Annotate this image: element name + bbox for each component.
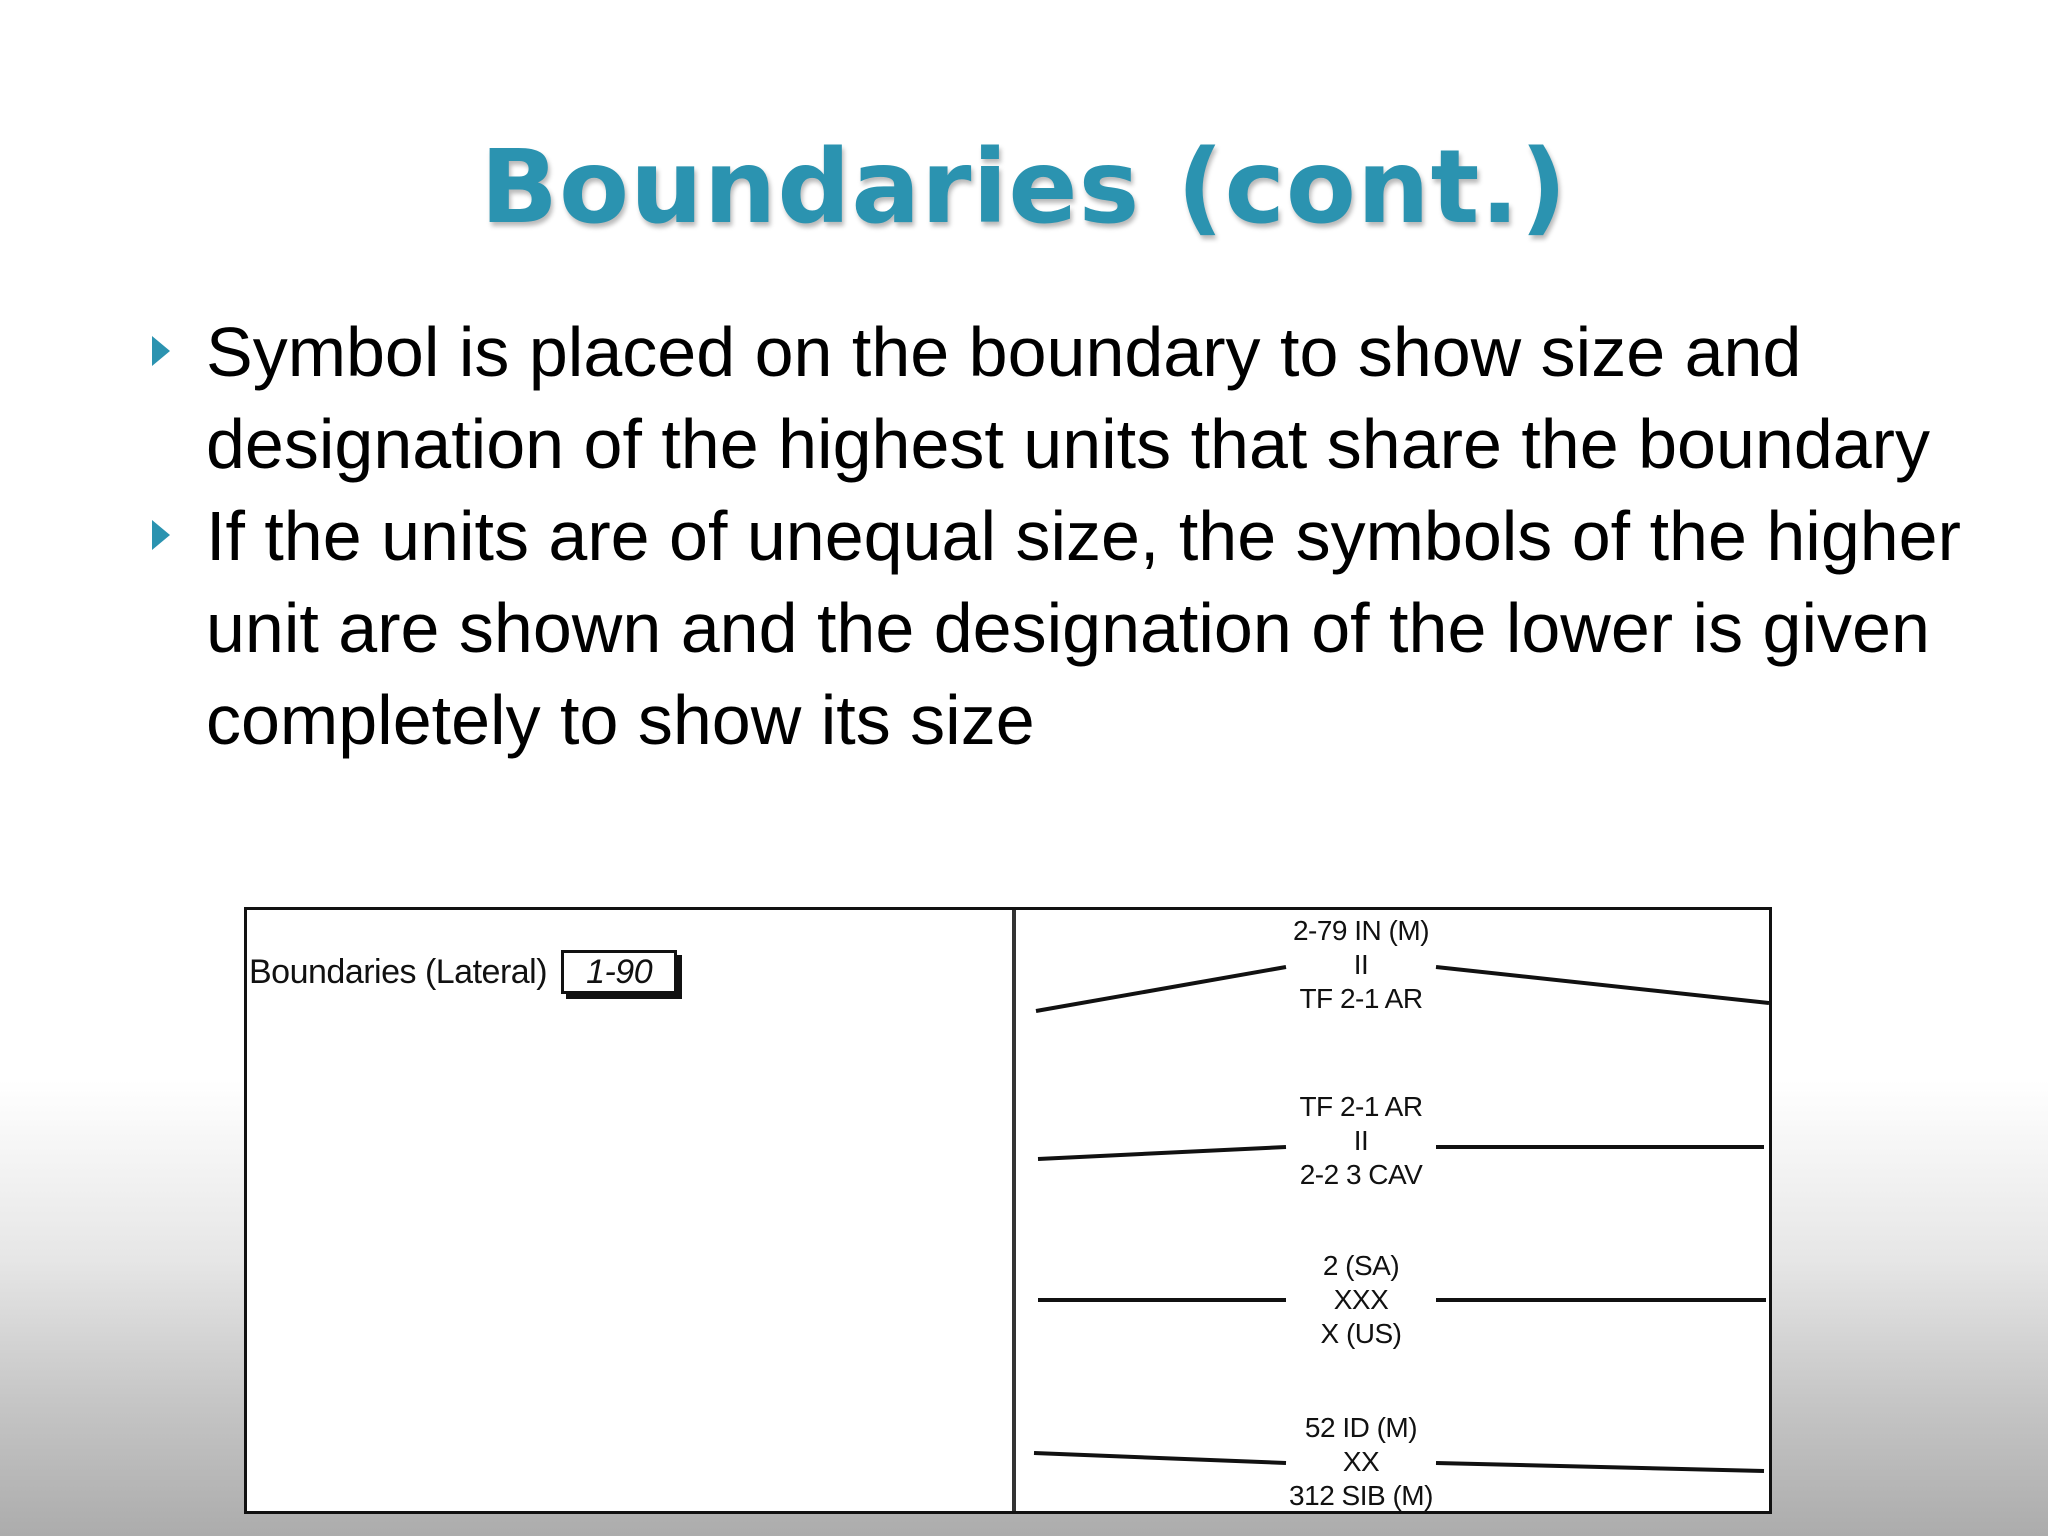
boundary-bottom-unit: 2-2 3 CAV — [1299, 1159, 1423, 1190]
boundary-echelon: II — [1353, 1125, 1369, 1156]
boundary-top-unit: 2-79 IN (M) — [1292, 915, 1430, 946]
boundary-bottom-unit: X (US) — [1320, 1318, 1402, 1349]
boundary-echelon: XXX — [1333, 1284, 1389, 1315]
triangle-right-icon — [152, 336, 170, 366]
bullet-text: If the units are of unequal size, the symbols of the higher unit are shown and the designation of the lower is given completely to show its size — [206, 497, 1961, 759]
boundary-example-4 — [1241, 1411, 1481, 1513]
bullet-item — [140, 490, 1980, 766]
figure-reference-box: 1-90 — [561, 950, 677, 994]
boundary-top-unit: 52 ID (M) — [1304, 1412, 1418, 1443]
boundary-echelon: XX — [1342, 1446, 1380, 1477]
boundary-line-1-right — [1436, 967, 1769, 1003]
boundary-example-1 — [1241, 914, 1481, 1016]
boundary-echelon: II — [1353, 949, 1369, 980]
boundaries-figure — [244, 907, 1772, 1514]
boundary-top-unit: TF 2-1 AR — [1299, 1091, 1423, 1122]
triangle-right-icon — [152, 520, 170, 550]
boundary-bottom-unit: 312 SIB (M) — [1289, 1480, 1433, 1511]
slide-title: Boundaries (cont.) — [480, 128, 1568, 247]
boundary-top-unit: 2 (SA) — [1322, 1250, 1400, 1281]
figure-label: Boundaries (Lateral) — [249, 953, 548, 991]
boundary-bottom-unit: TF 2-1 AR — [1299, 983, 1423, 1014]
bullet-item — [140, 306, 1980, 490]
boundary-line-4-right — [1436, 1463, 1764, 1471]
bullet-list — [140, 306, 1980, 766]
boundary-examples-panel — [1016, 910, 1769, 1511]
figure-caption — [249, 950, 677, 994]
boundary-example-2 — [1241, 1090, 1481, 1192]
bullet-text: Symbol is placed on the boundary to show size and designation of the highest units that share the boundary — [206, 313, 1930, 483]
boundary-example-3 — [1241, 1249, 1481, 1351]
